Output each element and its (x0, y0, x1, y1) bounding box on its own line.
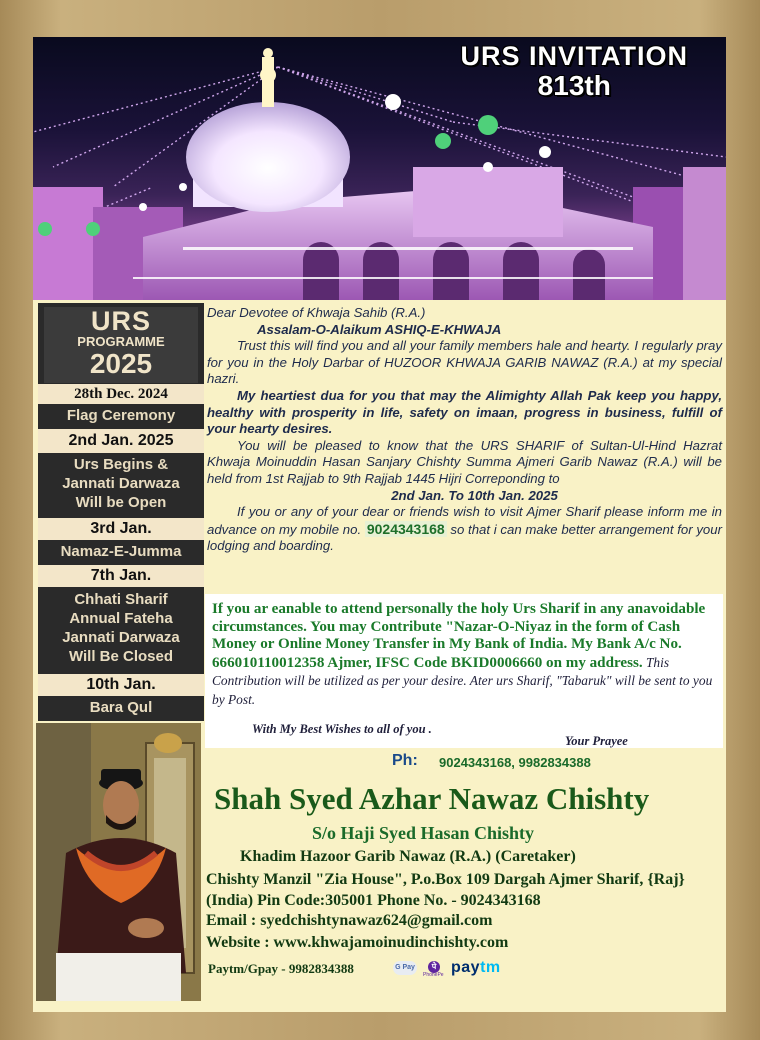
phone-label: Ph: (392, 752, 418, 769)
phonepe-label: PhonePe (423, 972, 444, 978)
greeting: Assalam-O-Alaikum ASHIQ-E-KHWAJA (257, 321, 502, 337)
event-item: Will be Open (75, 494, 167, 511)
phonepe-icon (423, 961, 445, 978)
event-item: Will Be Closed (68, 648, 174, 665)
letter-body (207, 305, 722, 555)
portrait-illustration (36, 723, 201, 1001)
programme-year: 2025 (89, 348, 153, 379)
gpay-icon: G Pay (393, 961, 417, 975)
postal-address: Chishty Manzil "Zia House", P.o.Box 109 Dargah Ajmer Sharif, {Raj} (India) Pin Code:305001 Phone No. - 9024343168 (206, 871, 685, 909)
card-panel (33, 37, 726, 1012)
payment-number: Paytm/Gpay - 9982834388 (208, 961, 354, 976)
urs-programme-panel (38, 303, 204, 721)
khadim-portrait-photo (36, 723, 201, 1001)
event-date-4-text: 7th Jan. (90, 567, 152, 584)
event-item: Bara Qul (89, 699, 153, 716)
event-date-2 (38, 429, 204, 453)
your-prayee: Your Prayee (565, 734, 628, 748)
sender-name: Shah Syed Azhar Nawaz Chishty (214, 781, 650, 816)
dargah-night-photo (33, 37, 726, 300)
salutation: Dear Devotee of Khwaja Sahib (R.A.) (207, 305, 426, 320)
email-address: Email : syedchishtynawaz624@gmail.com (206, 912, 493, 929)
event-date-5-text: 10th Jan. (86, 676, 156, 693)
urs-invitation-title (461, 41, 689, 101)
event-item: Flag Ceremony (66, 407, 176, 424)
contribution-text (212, 601, 717, 710)
title-line-2: 813th (537, 70, 611, 101)
website-address: Website : www.khwajamoinudinchishty.com (206, 934, 509, 951)
para4-before: If you or any of your dear or friends wish to visit Ajmer Sharif please inform me in advance on my mobile no. (207, 504, 722, 537)
event-items-3 (38, 542, 204, 562)
mobile-number: 9024343168 (366, 520, 445, 537)
paytm-pay: pay (451, 959, 481, 976)
payment-logos (393, 958, 501, 978)
event-items-1 (38, 406, 204, 426)
event-item: Jannati Darwaza (62, 629, 180, 646)
letter-paragraph-3: You will be pleased to know that the URS SHARIF of Sultan-Ul-Hind Hazrat Khwaja Moinuddin Hasan Sanjary Chishty Summa Ajmeri Garib Nawaz (R.A.) will be held from 1st Rajjab to 9th Rajjab 1445 Hijri Correponding to (207, 437, 722, 486)
contribution-bank-details: If you ar eanable to attend personally the holy Urs Sharif in any anavoidable circumstances. You may Contribute "Nazar-O-Niyaz in the form of Cash Money or Online Money Transfer in My Bank of India. My Bank A/c No. 666010110012358 Ajmer, IFSC Code BKID0006660 on my address. (212, 601, 706, 671)
letter-paragraph-1: Trust this will find you and all your family members hale and hearty. I regularly pray for you in the Holy Darbar of HUZOOR KHWAJA GARIB NAWAZ (R.A.) at my special hazri. (207, 338, 722, 387)
event-date-1-text: 28th Dec. 2024 (74, 386, 168, 402)
event-date-3 (38, 518, 204, 540)
event-date-5 (38, 674, 204, 696)
programme-label: PROGRAMME (77, 334, 165, 349)
best-wishes: With My Best Wishes to all of you . (252, 722, 432, 736)
urs-dates: 2nd Jan. To 10th Jan. 2025 (391, 487, 558, 503)
event-item: Jannati Darwaza (62, 475, 180, 492)
event-items-2 (38, 455, 204, 515)
event-item: Namaz-E-Jumma (60, 543, 182, 560)
event-items-5 (38, 698, 204, 718)
contribution-note: This Contribution will be utilized as per your desire. Ater urs Sharif, "Tabaruk" will be sent to you by Post. (212, 654, 713, 707)
contribution-box (205, 594, 723, 748)
event-date-1 (38, 384, 204, 404)
event-date-4 (38, 565, 204, 587)
son-of: S/o Haji Syed Hasan Chishty (312, 823, 535, 843)
paytm-tm: tm (480, 959, 501, 976)
programme-urs: URS (90, 306, 151, 336)
programme-heading (44, 307, 198, 383)
event-date-2-text: 2nd Jan. 2025 (68, 432, 174, 449)
event-item: Urs Begins & (73, 456, 169, 473)
event-item: Chhati Sharif (74, 591, 168, 608)
para4-after: so that i can make better arrangement for your lodging and boarding. (207, 521, 722, 554)
phone-numbers: 9024343168, 9982834388 (439, 755, 591, 770)
title-line-1: URS INVITATION (460, 41, 688, 71)
letter-paragraph-4 (207, 504, 722, 555)
event-item: Annual Fateha (69, 610, 173, 627)
event-items-4 (38, 590, 204, 670)
paytm-icon (451, 959, 501, 977)
event-date-3-text: 3rd Jan. (90, 520, 152, 537)
caretaker-title: Khadim Hazoor Garib Nawaz (R.A.) (Caretaker) (240, 848, 576, 865)
phonepe-mark: पे (428, 961, 440, 973)
letter-paragraph-2: My heartiest dua for you that may the Alimighty Allah Pak keep you happy, healthy with prosperity in life, safety on imaan, progress in business, fulfill of your hearty desires. (207, 387, 722, 437)
